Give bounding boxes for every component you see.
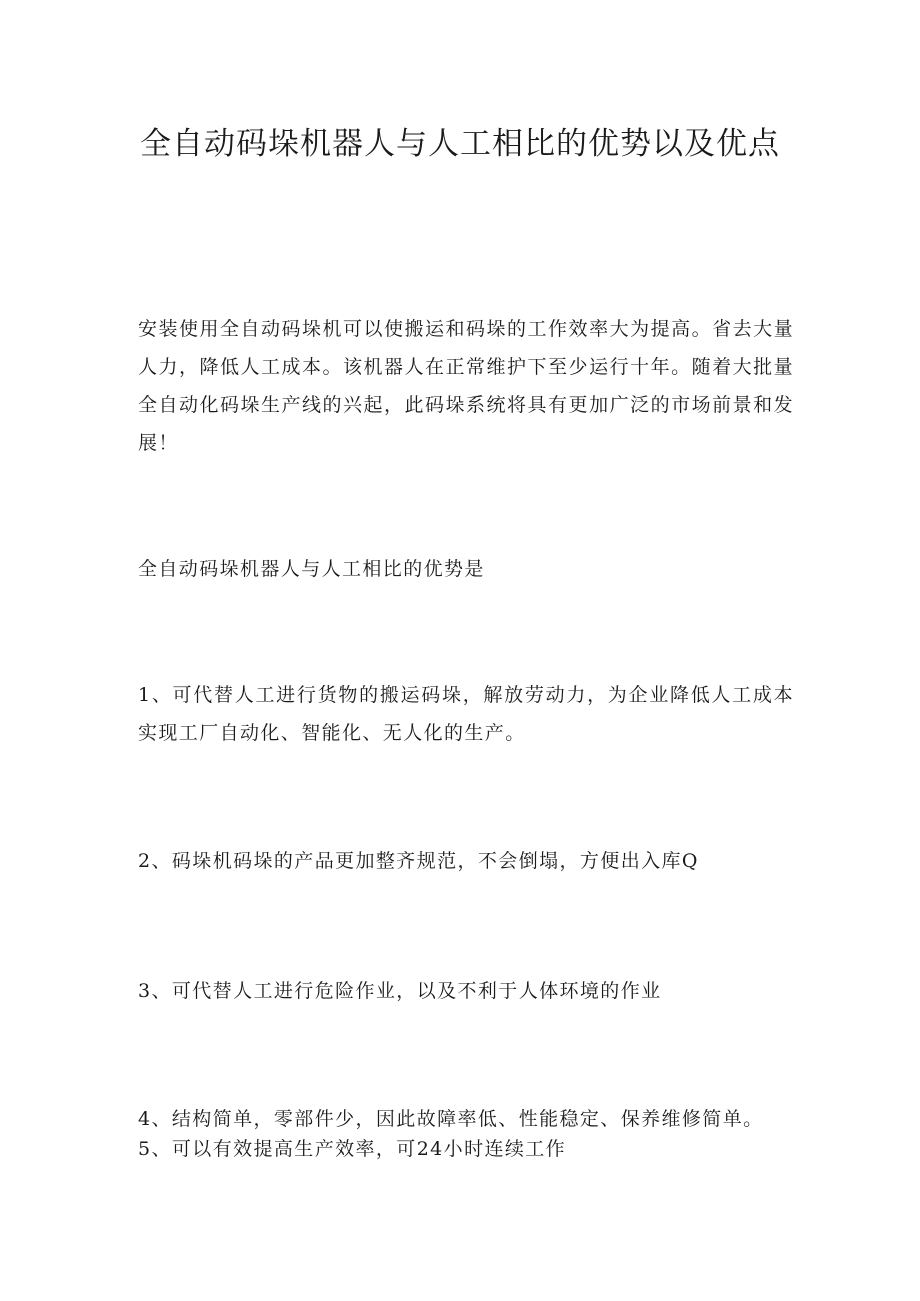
advantage-item-2: 2、码垛机码垛的产品更加整齐规范，不会倒塌，方便出入库Q	[138, 850, 699, 872]
advantage-item-3: 3、可代替人工进行危险作业，以及不利于人体环境的作业	[138, 980, 662, 1002]
advantage-item-5: 5、可以有效提高生产效率，可24小时连续工作	[138, 1138, 567, 1160]
document-title: 全自动码垛机器人与人工相比的优势以及优点	[140, 126, 780, 162]
advantage-item-4: 4、结构简单，零部件少，因此故障率低、性能稳定、保养维修简单。	[138, 1108, 764, 1130]
advantage-item-1: 1、可代替人工进行货物的搬运码垛，解放劳动力，为企业降低人工成本实现工厂自动化、智能化、无人化的生产。	[138, 684, 794, 744]
intro-paragraph: 安装使用全自动码垛机可以使搬运和码垛的工作效率大为提高。省去大量人力，降低人工成本。该机器人在正常维护下至少运行十年。随着大批量全自动化码垛生产线的兴起，此码垛系统将具有更加广泛的市场前景和发展！	[138, 318, 794, 454]
advantages-heading: 全自动码垛机器人与人工相比的优势是	[138, 558, 485, 580]
